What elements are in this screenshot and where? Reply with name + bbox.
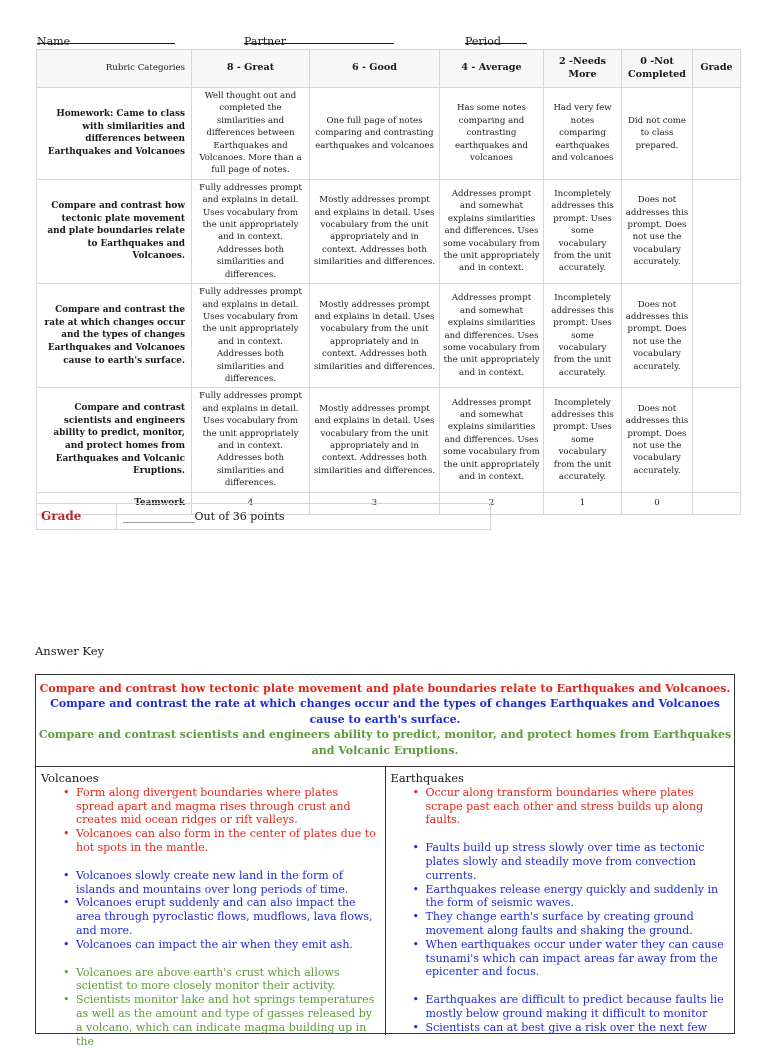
name-label: Name	[37, 35, 71, 48]
rubric-table	[36, 49, 741, 515]
name-blank	[37, 35, 175, 44]
grade-box	[36, 503, 491, 530]
earthquakes-column	[386, 767, 735, 1035]
column-header: Rubric Categories	[37, 50, 192, 88]
rubric-cell: Incompletely addresses this prompt. Uses some vocabulary from the unit accurately.	[544, 388, 622, 492]
period-blank	[465, 35, 527, 44]
list-item: • Form along divergent boundaries where plates spread apart and magma rises through crust and creates mid ocean ridges or rift valleys.	[41, 786, 379, 827]
rubric-row	[37, 388, 741, 492]
grade-cell[interactable]	[693, 388, 741, 492]
volcanoes-heading: Volcanoes	[41, 771, 99, 785]
rubric-cell: Does not addresses this prompt. Does not use the vocabulary accurately.	[622, 284, 693, 388]
list-item: • Volcanoes are above earth's crust which allows scientist to more closely monitor their activity.	[41, 966, 379, 994]
rubric-category: Compare and contrast scientists and engineers ability to predict, monitor, and protect homes from Earthquakes and Volcanic Eruptions.	[37, 388, 192, 492]
rubric-category: Homework: Came to class with similarities and differences between Earthquakes and Volcanoes	[37, 88, 192, 180]
list-item: • When earthquakes occur under water they can cause tsunami's which can impact areas far away from the epicenter and focus.	[391, 938, 729, 979]
column-header: 2 -Needs More	[544, 50, 622, 88]
rubric-cell: Incompletely addresses this prompt. Uses some vocabulary from the unit accurately.	[544, 284, 622, 388]
list-item: • Earthquakes release energy quickly and suddenly in the form of seismic waves.	[391, 883, 729, 911]
rubric-cell: Addresses prompt and somewhat explains similarities and differences. Uses some vocabulary from the unit appropriately and in context.	[440, 284, 544, 388]
rubric-cell: Fully addresses prompt and explains in detail. Uses vocabulary from the unit appropriately and in context. Addresses both similarities and differences.	[192, 284, 310, 388]
grade-label: Grade	[37, 504, 117, 529]
rubric-cell: 2	[440, 492, 544, 514]
rubric-cell: 3	[310, 492, 440, 514]
grade-total-field[interactable]: _____________Out of 36 points	[123, 510, 285, 523]
rubric-row	[37, 88, 741, 180]
rubric-cell: Has some notes comparing and contrasting earthquakes and volcanoes	[440, 88, 544, 180]
rubric-header-row	[37, 50, 741, 88]
rubric-cell: Mostly addresses prompt and explains in detail. Uses vocabulary from the unit appropriately and in context. Addresses both similarities and differences.	[310, 388, 440, 492]
list-item: • Volcanoes erupt suddenly and can also impact the area through pyroclastic flows, mudflows, lava flows, and more.	[41, 896, 379, 937]
rubric-cell: Does not addresses this prompt. Does not use the vocabulary accurately.	[622, 179, 693, 283]
list-item: • Volcanoes can impact the air when they emit ash.	[41, 938, 379, 952]
rubric-cell: Fully addresses prompt and explains in detail. Uses vocabulary from the unit appropriately and in context. Addresses both similarities and differences.	[192, 388, 310, 492]
grade-cell[interactable]	[693, 88, 741, 180]
rubric-cell: 1	[544, 492, 622, 514]
list-item: • They change earth's surface by creating ground movement along faults and shaking the ground.	[391, 910, 729, 938]
prompt-rate-of-change: Compare and contrast the rate at which changes occur and the types of changes Earthquakes and Volcanoes cause to earth's surface.	[50, 697, 720, 726]
rubric-category: Compare and contrast the rate at which changes occur and the types of changes Earthquakes and Volcanoes cause to earth's surface.	[37, 284, 192, 388]
column-header: 0 -Not Completed	[622, 50, 693, 88]
grade-cell[interactable]	[693, 179, 741, 283]
list-item: • Volcanoes can also form in the center of plates due to hot spots in the mantle.	[41, 827, 379, 855]
rubric-cell: Fully addresses prompt and explains in detail. Uses vocabulary from the unit appropriately and in context. Addresses both similarities and differences.	[192, 179, 310, 283]
list-item: • Scientists monitor lake and hot springs temperatures as well as the amount and type of gasses released by a volcano, which can indicate magma building up in the	[41, 993, 379, 1048]
answer-key-table	[35, 674, 735, 1048]
rubric-cell: 0	[622, 492, 693, 514]
rubric-category: Compare and contrast how tectonic plate movement and plate boundaries relate to Earthquakes and Volcanoes.	[37, 179, 192, 283]
rubric-cell: Does not addresses this prompt. Does not use the vocabulary accurately.	[622, 388, 693, 492]
column-header: 6 - Good	[310, 50, 440, 88]
earthquakes-heading: Earthquakes	[390, 771, 464, 785]
volcanoes-column	[36, 767, 386, 1048]
column-header: Grade	[693, 50, 741, 88]
list-item: • Volcanoes slowly create new land in the form of islands and mountains over long periods of time.	[41, 869, 379, 897]
rubric-row	[37, 284, 741, 388]
rubric-cell: Well thought out and completed the similarities and differences between Earthquakes and Volcanoes. More than a full page of notes.	[192, 88, 310, 180]
rubric-cell: Had very few notes comparing earthquakes and volcanoes	[544, 88, 622, 180]
answer-key-title: Answer Key	[35, 644, 104, 658]
rubric-cell: Addresses prompt and somewhat explains similarities and differences. Uses some vocabulary from the unit appropriately and in context.	[440, 179, 544, 283]
answer-key-prompts	[36, 675, 734, 767]
list-item: • Faults build up stress slowly over time as tectonic plates slowly and steadily move from convection currents.	[391, 841, 729, 882]
rubric-cell: Incompletely addresses this prompt. Uses some vocabulary from the unit accurately.	[544, 179, 622, 283]
period-label: Period	[465, 35, 501, 48]
list-item: • Earthquakes are difficult to predict because faults lie mostly below ground making it difficult to monitor	[391, 993, 729, 1021]
rubric-category: Teamwork	[37, 492, 192, 514]
grade-cell[interactable]	[693, 492, 741, 514]
rubric-cell: 4	[192, 492, 310, 514]
rubric-cell: One full page of notes comparing and contrasting earthquakes and volcanoes	[310, 88, 440, 180]
prompt-plates: Compare and contrast how tectonic plate movement and plate boundaries relate to Earthquakes and Volcanoes.	[39, 682, 731, 695]
rubric-cell: Addresses prompt and somewhat explains similarities and differences. Uses some vocabulary from the unit appropriately and in context.	[440, 388, 544, 492]
rubric-cell: Mostly addresses prompt and explains in detail. Uses vocabulary from the unit appropriately and in context. Addresses both similarities and differences.	[310, 284, 440, 388]
rubric-row	[37, 179, 741, 283]
partner-label: Partner	[244, 35, 286, 48]
rubric-cell: Did not come to class prepared.	[622, 88, 693, 180]
list-item: • Occur along transform boundaries where plates scrape past each other and stress builds up along faults.	[391, 786, 729, 827]
rubric-cell: Mostly addresses prompt and explains in detail. Uses vocabulary from the unit appropriately and in context. Addresses both similarities and differences.	[310, 179, 440, 283]
prompt-monitoring: Compare and contrast scientists and engineers ability to predict, monitor, and protect homes from Earthquakes and Volcanic Eruptions.	[38, 728, 732, 757]
list-item: • Scientists can at best give a risk over the next few	[391, 1021, 729, 1035]
partner-blank	[244, 35, 394, 44]
grade-cell[interactable]	[693, 284, 741, 388]
column-header: 8 - Great	[192, 50, 310, 88]
column-header: 4 - Average	[440, 50, 544, 88]
